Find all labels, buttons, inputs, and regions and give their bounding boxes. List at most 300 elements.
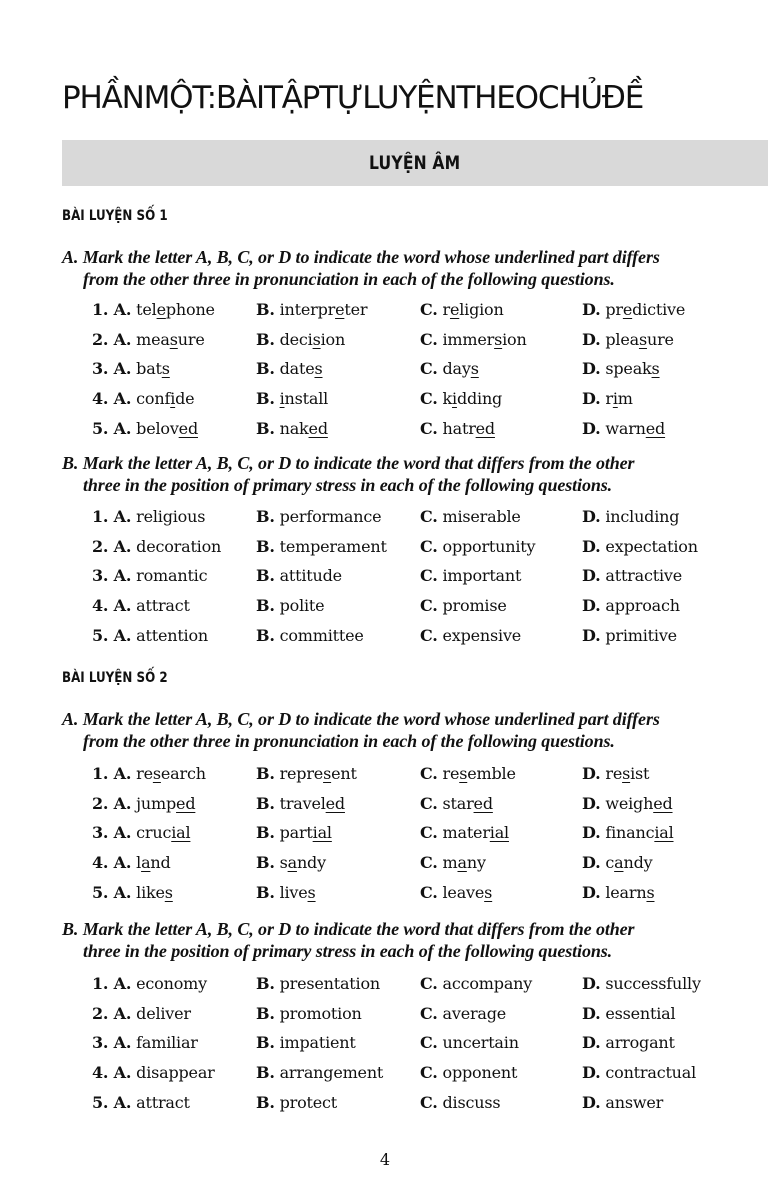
instruction — [62, 918, 770, 962]
underlined-part: ed — [645, 418, 666, 438]
answer-option — [92, 1093, 190, 1112]
answer-option — [256, 537, 387, 556]
option-word: attract — [136, 1092, 190, 1112]
option-word: resist — [605, 764, 650, 783]
underlined-part: e — [622, 300, 633, 319]
option-word: arrangement — [279, 1063, 384, 1083]
option-letter: D. — [582, 507, 601, 526]
option-letter: B. — [256, 507, 275, 526]
answer-option — [420, 794, 493, 813]
option-letter: C. — [420, 359, 438, 379]
instruction — [62, 246, 770, 290]
question-row — [0, 419, 770, 445]
option-letter: D. — [582, 359, 601, 379]
section-banner — [62, 140, 768, 186]
answer-option — [256, 1093, 337, 1112]
answer-option — [92, 596, 190, 615]
option-word: important — [442, 566, 522, 586]
instruction-line: B. Mark the letter A, B, C, or D to indicate the word that differs from the other — [62, 919, 635, 939]
answer-option — [420, 419, 495, 438]
instruction-line: from the other three in pronunciation in each of the following questions. — [83, 731, 615, 751]
answer-option — [420, 566, 521, 585]
underlined-part: s — [152, 764, 161, 783]
option-word: average — [442, 1003, 507, 1023]
answer-option — [92, 883, 173, 902]
option-word: interpreter — [279, 300, 368, 319]
option-letter: 5. A. — [92, 1092, 132, 1112]
option-word: including — [605, 507, 680, 526]
underlined-part: s — [164, 882, 173, 902]
answer-option — [256, 764, 357, 783]
underlined-part: ial — [654, 823, 674, 843]
option-letter: D. — [582, 536, 601, 556]
option-word: decision — [279, 329, 346, 349]
answer-option — [92, 330, 205, 349]
answer-option — [92, 419, 198, 438]
answer-option — [256, 823, 332, 842]
option-letter: 3. A. — [92, 359, 132, 379]
option-word: expensive — [442, 625, 522, 645]
option-letter: B. — [256, 625, 275, 645]
option-word: protect — [279, 1092, 338, 1112]
option-letter: 1. A. — [92, 507, 132, 526]
answer-option — [256, 1004, 362, 1023]
option-letter: C. — [420, 418, 438, 438]
underlined-part: s — [161, 359, 170, 379]
option-letter: B. — [256, 764, 275, 783]
option-letter: D. — [582, 1033, 601, 1053]
underlined-part: s — [494, 329, 503, 349]
option-word: sandy — [279, 853, 326, 873]
answer-option — [92, 1004, 191, 1023]
option-letter: C. — [420, 764, 438, 783]
page-number: 4 — [379, 1150, 391, 1169]
underlined-part: ed — [308, 418, 328, 438]
option-word: rim — [605, 389, 633, 409]
option-letter: C. — [420, 625, 438, 645]
option-word: install — [279, 389, 329, 409]
option-word: hatred — [442, 418, 495, 438]
option-letter: 1. A. — [92, 974, 132, 993]
underlined-part: a — [457, 853, 467, 873]
option-letter: C. — [420, 566, 438, 586]
option-letter: C. — [420, 793, 438, 813]
answer-option — [92, 626, 208, 645]
option-word: successfully — [605, 974, 701, 993]
option-word: telephone — [136, 300, 215, 319]
answer-option — [92, 1063, 215, 1082]
option-word: deliver — [136, 1003, 191, 1023]
option-letter: D. — [582, 882, 601, 902]
option-word: answer — [605, 1092, 664, 1112]
underlined-part: i — [170, 389, 176, 409]
option-letter: C. — [420, 1063, 438, 1083]
underlined-part: s — [312, 329, 321, 349]
answer-option — [92, 359, 170, 378]
answer-option — [582, 507, 679, 526]
option-word: arrogant — [605, 1033, 675, 1053]
option-word: discuss — [442, 1092, 501, 1112]
answer-option — [582, 566, 682, 585]
answer-option — [420, 507, 521, 526]
option-word: pleasure — [605, 329, 674, 349]
answer-option — [92, 794, 195, 813]
instruction-line: A. Mark the letter A, B, C, or D to indicate the word whose underlined part differs — [62, 709, 660, 729]
underlined-part: s — [638, 329, 647, 349]
answer-option — [256, 300, 367, 319]
option-word: romantic — [136, 566, 208, 586]
question-row — [0, 330, 770, 356]
option-letter: B. — [256, 793, 275, 813]
option-letter: 1. A. — [92, 300, 132, 319]
option-letter: B. — [256, 300, 275, 319]
option-letter: 3. A. — [92, 1033, 132, 1053]
option-word: uncertain — [442, 1033, 519, 1053]
option-word: resemble — [442, 764, 516, 783]
option-letter: B. — [256, 974, 275, 993]
option-word: many — [442, 853, 486, 873]
option-letter: D. — [582, 974, 601, 993]
answer-option — [582, 1004, 675, 1023]
answer-option — [92, 1033, 198, 1052]
underlined-part: s — [484, 882, 493, 902]
underlined-part: s — [169, 329, 178, 349]
option-letter: 3. A. — [92, 823, 132, 843]
answer-option — [582, 1033, 675, 1052]
answer-option — [256, 596, 324, 615]
option-letter: B. — [256, 566, 275, 586]
answer-option — [420, 359, 479, 378]
option-word: represent — [279, 764, 357, 783]
answer-option — [92, 764, 206, 783]
answer-option — [256, 626, 364, 645]
option-word: familiar — [136, 1033, 198, 1053]
question-row — [0, 626, 770, 652]
underlined-part: ed — [325, 793, 345, 813]
answer-option — [420, 596, 507, 615]
underlined-part: i — [452, 389, 457, 409]
option-word: crucial — [136, 823, 191, 843]
underlined-part: s — [307, 882, 316, 902]
option-word: speaks — [605, 359, 660, 379]
question-row — [0, 507, 770, 533]
option-word: attitude — [279, 566, 342, 586]
option-word: lives — [279, 882, 316, 902]
answer-option — [420, 1063, 517, 1082]
option-letter: D. — [582, 793, 601, 813]
option-letter: B. — [256, 1003, 275, 1023]
option-letter: B. — [256, 536, 275, 556]
option-word: likes — [136, 882, 173, 902]
option-letter: D. — [582, 1063, 601, 1083]
answer-option — [256, 359, 323, 378]
answer-option — [582, 823, 674, 842]
option-letter: B. — [256, 329, 275, 349]
question-row — [0, 1063, 770, 1089]
option-word: accompany — [442, 974, 533, 993]
instruction — [62, 708, 770, 752]
option-word: primitive — [605, 625, 677, 645]
underlined-part: ial — [171, 823, 191, 843]
option-letter: C. — [420, 853, 438, 873]
answer-option — [92, 300, 215, 319]
option-letter: 4. A. — [92, 853, 132, 873]
option-word: dates — [279, 359, 323, 379]
option-word: material — [442, 823, 509, 843]
answer-option — [92, 389, 194, 408]
option-word: measure — [136, 329, 205, 349]
option-letter: C. — [420, 596, 438, 616]
answer-option — [256, 974, 380, 993]
question-row — [0, 389, 770, 415]
option-word: learns — [605, 882, 655, 902]
option-letter: D. — [582, 1092, 601, 1112]
option-letter: 1. A. — [92, 764, 132, 783]
option-letter: B. — [256, 1033, 275, 1053]
option-word: days — [442, 359, 479, 379]
question-row — [0, 1093, 770, 1119]
option-word: religious — [136, 507, 206, 526]
option-word: kidding — [442, 389, 503, 409]
option-letter: D. — [582, 764, 601, 783]
option-letter: B. — [256, 596, 275, 616]
answer-option — [582, 1093, 663, 1112]
option-letter: D. — [582, 823, 601, 843]
option-word: performance — [279, 507, 382, 526]
question-row — [0, 596, 770, 622]
answer-option — [256, 507, 381, 526]
answer-option — [256, 794, 345, 813]
option-letter: B. — [256, 882, 275, 902]
answer-option — [256, 883, 316, 902]
option-letter: B. — [256, 853, 275, 873]
option-word: approach — [605, 596, 680, 616]
option-letter: C. — [420, 823, 438, 843]
option-word: impatient — [279, 1033, 356, 1053]
option-letter: B. — [256, 389, 275, 409]
option-word: financial — [605, 823, 674, 843]
instruction-line: A. Mark the letter A, B, C, or D to indicate the word whose underlined part differs — [62, 247, 660, 267]
underlined-part: s — [323, 764, 332, 783]
question-row — [0, 359, 770, 385]
answer-option — [582, 359, 660, 378]
answer-option — [582, 300, 685, 319]
answer-option — [420, 883, 492, 902]
option-word: confide — [136, 389, 195, 409]
answer-option — [92, 566, 207, 585]
answer-option — [420, 974, 532, 993]
answer-option — [582, 974, 701, 993]
option-word: land — [136, 853, 171, 873]
option-letter: D. — [582, 418, 601, 438]
option-letter: D. — [582, 596, 601, 616]
option-letter: 2. A. — [92, 536, 132, 556]
option-letter: 4. A. — [92, 596, 132, 616]
option-word: beloved — [136, 418, 198, 438]
answer-option — [420, 764, 516, 783]
chapter-title: PHẦNMỘT:BÀITẬPTỰLUYỆNTHEOCHỦĐỀ — [62, 80, 644, 116]
instruction-line: three in the position of primary stress in each of the following questions. — [83, 475, 613, 495]
option-letter: C. — [420, 1003, 438, 1023]
option-letter: D. — [582, 389, 601, 409]
answer-option — [582, 419, 665, 438]
answer-option — [256, 853, 326, 872]
question-row — [0, 1033, 770, 1059]
option-word: attractive — [605, 566, 682, 586]
option-word: polite — [279, 596, 325, 616]
answer-option — [256, 566, 342, 585]
option-letter: 2. A. — [92, 329, 132, 349]
answer-option — [582, 537, 698, 556]
option-word: leaves — [442, 882, 493, 902]
option-letter: C. — [420, 536, 438, 556]
answer-option — [92, 974, 207, 993]
option-letter: C. — [420, 1033, 438, 1053]
answer-option — [420, 853, 486, 872]
option-letter: D. — [582, 853, 601, 873]
answer-option — [420, 823, 509, 842]
answer-option — [256, 1033, 356, 1052]
underlined-part: ed — [475, 418, 495, 438]
option-word: opportunity — [442, 536, 536, 556]
answer-option — [256, 1063, 383, 1082]
question-row — [0, 1004, 770, 1030]
instruction-line: from the other three in pronunciation in each of the following questions. — [83, 269, 615, 289]
underlined-part: e — [335, 300, 345, 319]
answer-option — [420, 330, 527, 349]
option-letter: 5. A. — [92, 882, 132, 902]
question-row — [0, 853, 770, 879]
option-word: opponent — [442, 1063, 518, 1083]
option-word: attract — [136, 596, 190, 616]
answer-option — [582, 596, 680, 615]
option-letter: C. — [420, 1092, 438, 1112]
option-letter: B. — [256, 823, 275, 843]
option-word: disappear — [136, 1063, 215, 1083]
answer-option — [92, 823, 190, 842]
option-letter: C. — [420, 329, 438, 349]
instruction-line: three in the position of primary stress in each of the following questions. — [83, 941, 613, 961]
underlined-part: ed — [178, 418, 198, 438]
option-word: contractual — [605, 1063, 697, 1083]
underlined-part: e — [156, 300, 166, 319]
option-letter: D. — [582, 1003, 601, 1023]
option-word: weighed — [605, 793, 673, 813]
option-word: promise — [442, 596, 507, 616]
answer-option — [582, 883, 654, 902]
answer-option — [582, 1063, 696, 1082]
answer-option — [420, 1033, 519, 1052]
underlined-part: a — [614, 853, 624, 873]
question-row — [0, 300, 770, 326]
option-word: warned — [605, 418, 666, 438]
question-row — [0, 566, 770, 592]
question-row — [0, 883, 770, 909]
answer-option — [92, 853, 171, 872]
underlined-part: ed — [653, 793, 673, 813]
underlined-part: e — [449, 300, 460, 319]
underlined-part: ial — [489, 823, 509, 843]
underlined-part: s — [651, 359, 660, 379]
option-word: partial — [279, 823, 332, 843]
underlined-part: s — [470, 359, 479, 379]
option-word: bats — [136, 359, 170, 379]
option-word: expectation — [605, 536, 698, 556]
question-row — [0, 537, 770, 563]
option-word: predictive — [605, 300, 686, 319]
option-letter: C. — [420, 974, 438, 993]
option-word: committee — [279, 625, 364, 645]
option-word: presentation — [279, 974, 380, 993]
option-word: immersion — [442, 329, 527, 349]
underlined-part: a — [287, 853, 297, 873]
answer-option — [256, 389, 328, 408]
answer-option — [256, 330, 345, 349]
answer-option — [582, 764, 649, 783]
underlined-part: i — [279, 389, 285, 409]
answer-option — [420, 1093, 500, 1112]
option-letter: B. — [256, 418, 275, 438]
option-letter: D. — [582, 300, 601, 319]
answer-option — [92, 507, 205, 526]
underlined-part: ed — [473, 793, 493, 813]
option-letter: D. — [582, 329, 601, 349]
option-word: essential — [605, 1003, 676, 1023]
option-word: temperament — [279, 536, 387, 556]
option-word: attention — [136, 625, 209, 645]
lesson-label: BÀI LUYỆN SỐ 1 — [62, 208, 168, 224]
underlined-part: ed — [176, 793, 196, 813]
underlined-part: ial — [312, 823, 332, 843]
option-letter: 4. A. — [92, 389, 132, 409]
option-word: jumped — [136, 793, 196, 813]
answer-option — [92, 537, 221, 556]
answer-option — [420, 389, 502, 408]
option-letter: 5. A. — [92, 625, 132, 645]
option-letter: 2. A. — [92, 1003, 132, 1023]
option-letter: 4. A. — [92, 1063, 132, 1083]
option-word: economy — [136, 974, 207, 993]
option-word: decoration — [136, 536, 222, 556]
answer-option — [420, 626, 521, 645]
option-word: promotion — [279, 1003, 362, 1023]
underlined-part: s — [314, 359, 323, 379]
option-word: research — [136, 764, 206, 783]
underlined-part: s — [459, 764, 468, 783]
underlined-part: i — [612, 389, 618, 409]
underlined-part: s — [622, 764, 631, 783]
option-word: stared — [442, 793, 493, 813]
answer-option — [582, 389, 633, 408]
option-word: religion — [442, 300, 504, 319]
option-letter: C. — [420, 300, 438, 319]
option-word: candy — [605, 853, 653, 873]
instruction — [62, 452, 770, 496]
lesson-label: BÀI LUYỆN SỐ 2 — [62, 670, 168, 686]
underlined-part: s — [646, 882, 655, 902]
option-letter: C. — [420, 389, 438, 409]
option-word: miserable — [442, 507, 521, 526]
option-letter: 5. A. — [92, 418, 132, 438]
answer-option — [582, 794, 673, 813]
option-letter: D. — [582, 566, 601, 586]
answer-option — [420, 537, 535, 556]
option-word: naked — [279, 418, 328, 438]
question-row — [0, 823, 770, 849]
option-letter: C. — [420, 882, 438, 902]
answer-option — [256, 419, 328, 438]
answer-option — [420, 300, 504, 319]
